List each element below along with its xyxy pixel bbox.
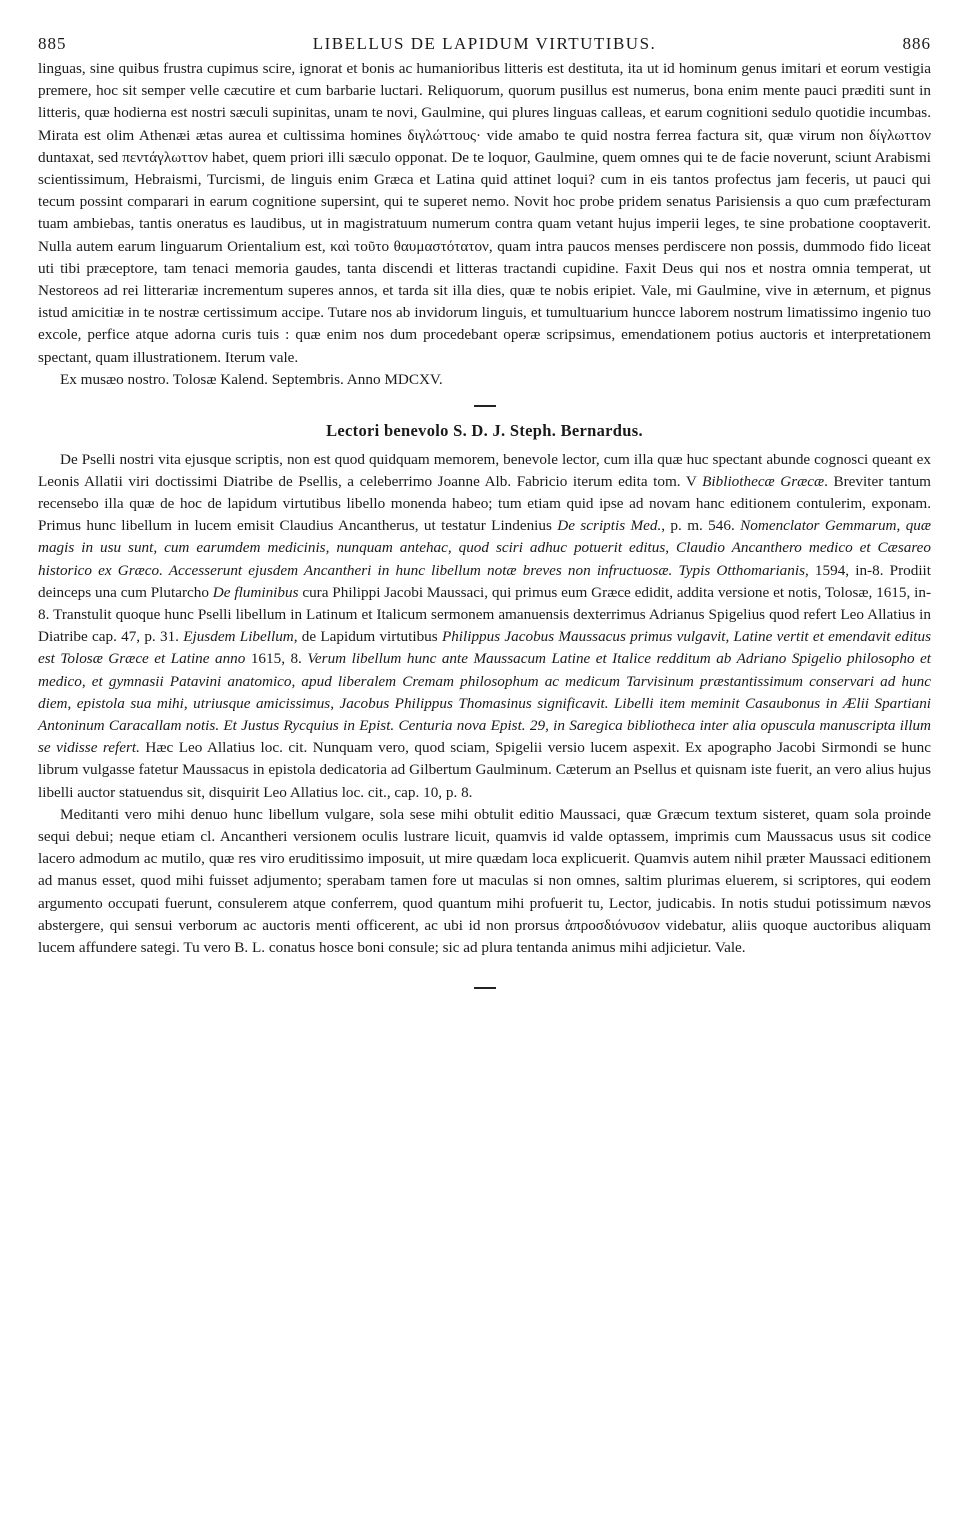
section-divider: [474, 405, 496, 407]
italic-quotation: utriusque amicissimus: [193, 694, 331, 712]
preface-paragraph-2: Meditanti vero mihi denuo hunc libellum vulgare, sola sese mihi obtulit editio Maussaci, quæ Græcum textum sisteret, quam sola proinde sequi debui; neque etiam cl. Ancantheri versionem oculis lustrare licuit, quamvis id valde optassem, imprimis cum Maussacus usus sit codice lacero admodum ac mutilo, quæ res viro eruditissimo imposuit, ut mire quædam loca explicuerit. Quamvis autem nihil præter Maussaci editionem ad manus esset, quod mihi fuisset adjumento; sperabam tamen fore ut maculas si non omnes, saltim plurimas eluerem, si scriptores, qui eodem argumento occupati fuerunt, consulerem atque conferrem, quod quantum mihi profuerit tu, Lector, judicabis. In notis studui potissimum nævos abstergere, qui sensui verborum ac auctoris menti officerent, ac ubi id non prorsus ἀπροσδιόνυσον videbatur, aliis quoque auctoribus aliquam lucem affundere sategi. Tu vero B. L. conatus hosce boni consule; sic ad plura tentanda animus mihi adjicietur. Vale.: [38, 805, 931, 957]
text-run: 1615, 8.: [245, 650, 302, 668]
italic-title: De scriptis Med.: [557, 517, 662, 535]
text-run: cura Philippi Jacobi Maussaci, qui primus eum Græce edidit, addita versione et notis, Tolosæ, 1615, in-8. Transtulit quoque hunc Pselli libellum in Latinum et Italicum sermonem amanuensis dexterrimus Adrianus Spigelius quod refert Leo Allatius in Diatribe cap. 47, p. 31.: [38, 583, 932, 646]
text-run: ,: [330, 694, 340, 712]
end-divider: [474, 987, 496, 989]
running-title: LIBELLUS DE LAPIDUM VIRTUTIBUS.: [312, 34, 657, 53]
italic-title: De fluminibus: [212, 583, 299, 601]
page: [38, 34, 931, 989]
text-run: , p. m. 546.: [661, 517, 735, 535]
preface-paragraph-1: [38, 449, 931, 804]
letter-dateline: Ex musæo nostro. Tolosæ Kalend. Septembris. Anno MDCXV.: [60, 370, 443, 388]
italic-quotation: Verum libellum hunc ante Maussacum Latine et Italice redditum ab Adriano Spigelio philosopho et medico, et gymnasii Patavini anatomico, apud liberalem Cremam philosophum ac medicum Tarvisinum præstantissimum conservari ad hunc diem: [38, 650, 931, 712]
page-number-right: 886: [902, 34, 931, 53]
page-number-left: 885: [38, 34, 67, 53]
text-run: Hæc Leo Allatius loc. cit. Nunquam vero, quod sciam, Spigelii versio lucem aspexit. Ex apographo Jacobi Sirmondi se hunc librum vulgasse fatetur Maussacus in epistola dedicatoria ad Gilbertum Gaulminum. Cæterum an Psellus et quisnam iste fuerit, an vero alius hujus libelli auctor statuendus sit, disquirit Leo Allatius loc. cit., cap. 10, p. 8.: [38, 739, 931, 801]
text-run: , de Lapidum virtutibus: [293, 628, 438, 646]
text-run: , 1594, in-8. Prodiit deinceps una cum Plutarcho: [38, 561, 931, 601]
text-run: . Breviter tantum recensebo illa quæ de hoc de lapidum virtutibus libello monenda habeo; tum etiam quid ipse ad novam hanc editionem contulerim, exponam. Primus hunc libellum in lucem emisit Claudius Ancantherus, ut testatur Lindenius: [38, 472, 931, 535]
italic-quotation: Ejusdem Libellum: [183, 628, 294, 646]
running-head: [38, 34, 931, 54]
text-run: ,: [67, 694, 77, 712]
italic-quotation: epistola sua mihi: [76, 694, 184, 712]
italic-quotation: Philippus Jacobus Maussacus primus vulgavit, Latine vertit et emendavit editus est Tolosæ Græce et Latine anno: [38, 628, 932, 668]
preface-heading: Lectori benevolo S. D. J. Steph. Bernardus.: [326, 420, 643, 440]
text-run: De Pselli nostri vita ejusque scriptis, non est quod quidquam memorem, benevole lector, cum illa quæ huc spectant abunde cognosci queant ex Leonis Allatii viri doctissimi Diatribe de Psellis, a celeberrimo Joanne Alb. Fabricio iterum edita tom. V: [38, 450, 931, 490]
letter-paragraph: linguas, sine quibus frustra cupimus scire, ignorat et bonis ac humanioribus litteris est destituta, ita ut id hominum genus imitari et eorum vestigia premere, hoc sit semper velle cæcutire et cum barbarie luctari. Reliquorum, quorum pusillus est numerus, bona enim mente pauci præditi sunt in litteris, quæ hodierna est nostri sæculi supinitas, unam te novi, Gaulmine, qui plures linguas calleas, et earum cognitioni sedulo quotidie incumbas. Mirata est olim Athenæi ætas aurea et cultissima homines διγλώττους· vide amabo te quid nostra ferrea factura sit, quæ virum non δίγλωττον duntaxat, sed πεντάγλωττον habet, quem priori illi sæculo opponat. De te loquor, Gaulmine, quem omnes qui te de facie noverunt, sciunt Arabismi scientissimum, Hebraismi, Turcismi, de linguis enim Græca et Latina quid attinet loqui? cum in eis tantos profectus jam feceris, ut pauci qui tecum possint comparari in earum cognitione supersint, qui te superet nemo. Novit hoc probe pridem senatus Parisiensis a quo cum præfecturam tuam ambiebas, tantis oneratus es laudibus, ut in magistratuum numerum contra quam vetant hujus imperii leges, te sine probatione cooptaverit. Nulla autem earum linguarum Orientalium est, καὶ τοῦτο θαυμαστότατον, quam intra paucos menses perdiscere non possis, dummodo fido liceat uti tibi præceptore, tam tenaci memoria gaudes, tanta discendi et litteras tractandi cupidine. Faxit Deus qui nos et nostra omnia temperat, ut Nestoreos ad rei litterariæ incrementum superes annos, et tarda sit illa dies, quæ te nobis eripiet. Vale, mi Gaulmine, vive in æternum, et pignus istud amicitiæ in te nostræ certissimum accipe. Tutare nos ab invidorum linguis, et tumultuarium huncce laborem nostrum limatissimo ingenio tuo excole, perfice atque adorna curis tuis : quæ enim nos dum procedebant operæ scripsimus, emendationem potius auctoris et interpretationem spectant, quam illustrationem. Iterum vale.: [38, 60, 931, 366]
italic-title: Bibliothecæ Græcæ: [702, 472, 825, 490]
italic-quotation: Nomenclator Gemmarum, quæ magis in usu sunt, cum earumdem medicinis, nunquam antehac, quod sciri adhuc potuerit editus, Claudio Ancanthero medico et Cæsareo historico ex Græco. Accesserunt ejusdem Ancantheri in hunc libellum notæ breves non infructuosæ. Typis Otthomarianis: [38, 517, 932, 579]
italic-quotation: Jacobus Philippus Thomasinus significavit. Libelli item meminit Casaubonus in Ælii Spartiani Antoninum Caracallam notis. Et Justus Rycquius in Epist. Centuria nova Epist. 29, in Saregica bibliotheca inter alia opuscula manuscripta illum se vidisse refert.: [38, 694, 932, 757]
text-run: ,: [183, 694, 194, 712]
